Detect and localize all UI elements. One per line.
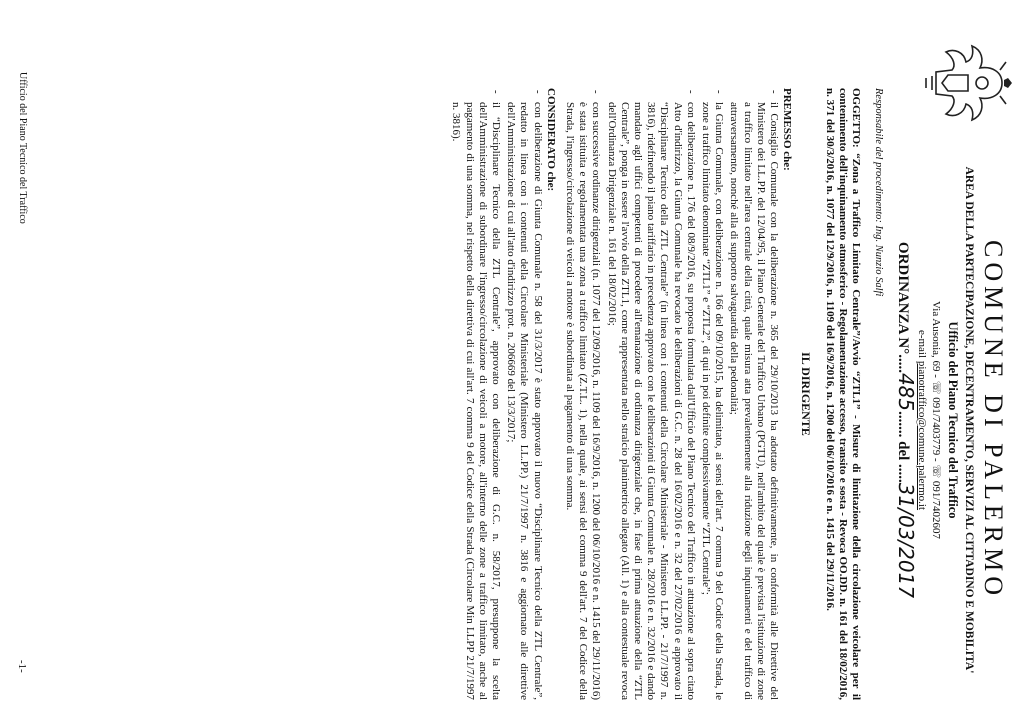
- considerato-heading: CONSIDERATO che:: [544, 88, 557, 192]
- email-label: e-mail: [916, 329, 928, 359]
- il-dirigente-heading: IL DIRIGENTE: [799, 352, 814, 436]
- premesso-item: - con deliberazione n. 176 del 08/9/2016, su proposta formulata dall'Ufficio del Piano Tecnico del Traffico in attuazione al sopra citato Atto d'indirizzo, la Giunta Comunale ha revocato le deliberazioni di G.C. n. 28 del 16/02/2016 e n. 32 del 27/02/2016 e approvato il “Disciplinare Tecnico della ZTL Centrale” (in linea con i contenuti della Circolare Ministeriale - Ministero LL.PP. - 21/7/1997 n. 3816), ridefinendo il piano tariffario in precedenza approvato con le deliberazioni di Giunta Comunale n. 28/2016 e n. 32/2016 e dando mandato agli uffici competenti di procedere all'emanazione di ordinanza dirigenziale che, in fase di prima attuazione della “ZTL Centrale”, ponga in essere l'avvio della ZTL1, come rappresentata nello stralcio planimetrico allegato (All. 1) e alla contestuale revoca dell'Ordinanza Dirigenziale n. 161 del 18/02/2016;: [604, 102, 696, 700]
- premesso-heading: PREMESSO che:: [781, 88, 794, 171]
- oggetto-text: “Zona a Traffico Limitato Centrale”/Avvio “ZTL1” - Misure di limitazione della circolazione veicolare per il contenimento dell'inquinamento atmosferico - Regolamentazione accesso, transito e sosta - Revoca OO.DD. n. 161 del 18/02/2016, n. 371 del 30/3/2016, n. 1077 del 12/9/2016, n. 1109 del 16/9/2016, n. 1200 del 06/10/2016 e n. 1415 del 29/11/2016.: [823, 88, 862, 700]
- oggetto-label: OGGETTO:: [850, 88, 862, 148]
- ordinanza-number: 485: [894, 372, 918, 412]
- department-area: AREA DELLA PARTECIPAZIONE, DECENTRAMENTO, SERVIZI AL CITTADINO E MOBILITA': [963, 166, 975, 674]
- office-name: Ufficio del Piano Tecnico del Traffico: [946, 321, 960, 519]
- considerato-list: [449, 88, 543, 700]
- premesso-item: - con successive ordinanze dirigenziali (n. 1077 del 12/09/2016, n. 1109 del 16/9/2016, n. 1200 del 06/10/2016 e n. 1415 del 29/11/2016) è stata istituita e regolamentata una zona a traffico limitato (Z.T.L. 1), nella quale, ai sensi del comma 9 dell'art. 7 del Codice della Strada, l'ingresso/circolazione di veicoli a motore è subordinata al pagamento di una somma.: [563, 102, 603, 700]
- premesso-item: - la Giunta Comunale, con deliberazione n. 166 del 09/10/2015, ha delimitato, ai sensi dell'art. 7 comma 9 del Codice della Strada, le zone a traffico limitato denominate “ZTL1” e “ZTL2”, di qui in poi definite complessivamente “ZTL Centrale”;: [699, 102, 725, 700]
- office-email-link[interactable]: pianotraffico@comune.palermo.it: [916, 360, 928, 511]
- premesso-list: [563, 88, 780, 700]
- premesso-item: - il Consiglio Comunale con la deliberazione n. 365 del 29/10/2013 ha adottato definitivamente, in conformità alle Direttive del Ministero dei LL.PP. del 12/04/95, il Piano Generale del Traffico Urbano (PGTU), nell'ambito del quale è prevista l'istituzione di zone a traffico limitato nell'area centrale della città, quale misura atta prevalentemente alla riduzione degli inquinamenti e del traffico di attraversamento, nonché alla di supporto salvaguardia della pedonalità;: [727, 102, 780, 700]
- oggetto-paragraph: [822, 88, 862, 700]
- document-body: [447, 88, 862, 700]
- footer-office: Ufficio del Piano Tecnico del Traffico: [17, 72, 28, 224]
- ordinanza-date: 31/03/2017: [894, 482, 918, 599]
- office-address: Via Ausonia, 69 - ☏ 091/7403779 - ☏ 091/7402607: [930, 301, 942, 539]
- ordinanza-del-label: del: [895, 441, 911, 461]
- page-number: -1-: [16, 660, 28, 673]
- ordinanza-line: ORDINANZA N°.....485....... del .....31/03/2017: [894, 241, 918, 599]
- palermo-eagle-crest-icon: [920, 42, 1012, 124]
- responsabile-procedimento: Responsabile del procedimento: Ing. Nunzio Salfi: [873, 88, 884, 297]
- letterhead: [916, 140, 1008, 700]
- considerato-item: - il “Disciplinare Tecnico della ZTL Centrale”, approvato con deliberazione di G.C. n. 58/2017, presuppone la scelta dell'Amministrazione di subordinare l'ingresso/circolazione di veicoli a motore, all'interno delle zone a traffico limitato, anche al pagamento di una somma, nel rispetto della direttiva di cui all'art. 7 comma 9 del Codice della Strada (Circolare Min LLPP 21/7/1997 n. 3816).: [449, 102, 502, 700]
- ordinanza-prefix: ORDINANZA N°: [895, 241, 911, 355]
- municipality-title: COMUNE DI PALERMO: [979, 240, 1008, 600]
- considerato-item: - con deliberazione di Giunta Comunale n. 58 del 31/3/2017 è stato approvato il nuovo “Disciplinare Tecnico della ZTL Centrale”, redatto in linea con i contenuti della Circolare Ministeriale (Ministero LL.PP.) 21/7/1997 n. 3816 e aggiornato alle direttive dell'Amministrazione di cui all'atto d'indirizzo prot. n. 206669 del 13/3/2017;: [504, 102, 544, 700]
